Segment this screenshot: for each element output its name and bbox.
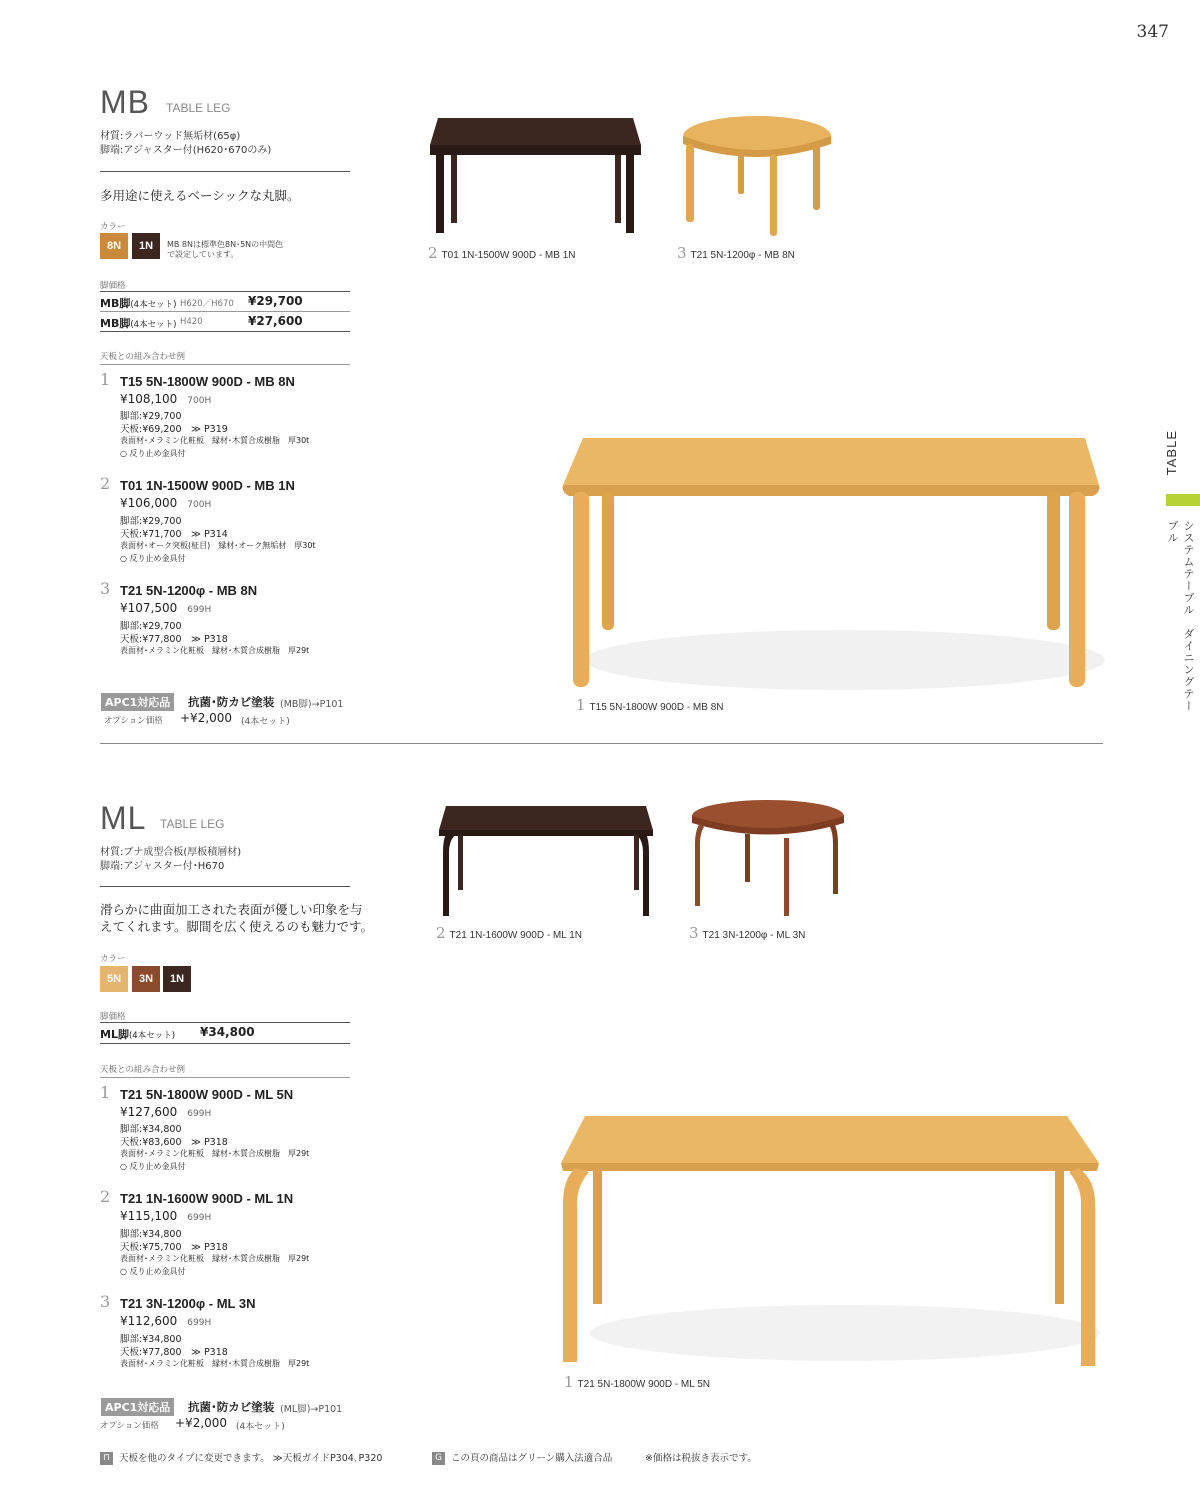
- mb-color-label: カラー: [100, 222, 126, 232]
- ml-description-line1: 滑らかに曲面加工された表面が優しい印象を与: [100, 902, 363, 917]
- mb-apc-text: 抗菌･防カビ塗装: [188, 695, 275, 709]
- leg-name: MB脚(4本セット): [100, 317, 177, 330]
- ml-leg-price-row: [100, 1024, 350, 1042]
- ml-title: ML: [100, 800, 147, 836]
- mb-table-image-2: [428, 110, 648, 240]
- side-nav-category[interactable]: システムテーブル ダイニングテーブル: [1166, 520, 1195, 712]
- combo-total: ¥107,500 699H: [120, 601, 212, 615]
- combo-code: T21 3N-1200φ - ML 3N: [120, 1296, 256, 1311]
- leg-height: H620／H670: [180, 299, 234, 309]
- divider: [100, 291, 350, 292]
- table-top-icon: ⊓: [100, 1452, 113, 1465]
- combo-code: T01 1N-1500W 900D - MB 1N: [120, 478, 295, 493]
- combo-finish: 表面材･メラミン化粧板 縁材･木質合成樹脂 厚29t: [120, 1359, 310, 1368]
- combo-extra: ○ 反り止め金具付: [120, 1267, 186, 1276]
- combo-number: 3: [100, 1292, 111, 1311]
- combo-number: 1: [100, 370, 111, 389]
- ml-table-image-3: [688, 798, 848, 922]
- mb-option-set: (4本セット): [241, 717, 290, 727]
- combo-top-price[interactable]: 天板:¥77,800 ≫ P318: [120, 1347, 228, 1358]
- mb-leg-price-row: [100, 313, 350, 331]
- ml-apc-ref[interactable]: (ML脚)→P101: [280, 1404, 343, 1415]
- combo-total: ¥106,000 700H: [120, 496, 212, 510]
- leg-name: ML脚(4本セット): [100, 1028, 176, 1041]
- mb-title: MB: [100, 84, 150, 120]
- combo-extra: ○ 反り止め金具付: [120, 554, 186, 563]
- ml-apc-badge: APC1対応品: [101, 1398, 174, 1416]
- ml-table-image-2: [436, 800, 661, 922]
- divider: [100, 1043, 350, 1044]
- divider: [100, 886, 350, 887]
- combo-finish: 表面材･メラミン化粧板 縁材･木質合成樹脂 厚29t: [120, 1254, 310, 1263]
- mb-table-image-1: [555, 430, 1115, 700]
- green-purchase-icon: G: [432, 1452, 445, 1465]
- mb-table-image-3: [680, 114, 835, 238]
- leg-price: ¥34,800: [200, 1025, 255, 1039]
- mb-subtitle: TABLE LEG: [166, 101, 231, 115]
- combo-finish: 表面材･オーク突板(柾目) 縁材･オーク無垢材 厚30t: [120, 541, 316, 550]
- combo-top-price[interactable]: 天板:¥75,700 ≫ P318: [120, 1242, 228, 1253]
- divider: [100, 311, 350, 312]
- combo-leg-price: 脚部:¥34,800: [120, 1229, 182, 1240]
- ml-caption-3: 3 T21 3N-1200φ - ML 3N: [689, 924, 806, 942]
- combo-top-price[interactable]: 天板:¥69,200 ≫ P319: [120, 424, 228, 435]
- side-nav-accent-bar: [1166, 494, 1200, 506]
- mb-color-note-1: MB 8Nは標準色8N･5Nの中間色: [167, 240, 284, 249]
- combo-number: 2: [100, 1187, 111, 1206]
- mb-color-note: [167, 240, 283, 260]
- mb-apc-ref[interactable]: (MB脚)→P101: [280, 699, 344, 710]
- section-divider: [100, 743, 1103, 744]
- mb-apc-badge: APC1対応品: [101, 693, 174, 711]
- combo-leg-price: 脚部:¥34,800: [120, 1334, 182, 1345]
- ml-color-label: カラー: [100, 954, 126, 964]
- combo-leg-price: 脚部:¥29,700: [120, 516, 182, 527]
- ml-option-price: +¥2,000: [175, 1416, 228, 1430]
- combo-extra: ○ 反り止め金具付: [120, 1162, 186, 1171]
- ml-caption-2: 2 T21 1N-1600W 900D - ML 1N: [436, 924, 583, 942]
- ml-table-image-1: [555, 1108, 1115, 1373]
- ml-caption-1: 1 T21 5N-1800W 900D - ML 5N: [564, 1373, 711, 1391]
- ml-apc-text: 抗菌･防カビ塗装: [188, 1400, 275, 1414]
- combo-code: T21 5N-1200φ - MB 8N: [120, 583, 258, 598]
- mb-combo-label: 天板との組み合わせ例: [100, 352, 186, 362]
- mb-color-swatch-8n[interactable]: 8N: [100, 233, 128, 259]
- mb-description: 多用途に使えるベーシックな丸脚。: [100, 188, 300, 203]
- leg-price: ¥29,700: [248, 294, 303, 308]
- ml-material-line1: 材質:ブナ成型合板(厚板積層材): [100, 847, 242, 858]
- side-nav-table[interactable]: [1164, 430, 1184, 480]
- mb-caption-2: 2 T01 1N-1500W 900D - MB 1N: [428, 244, 576, 262]
- combo-leg-price: 脚部:¥34,800: [120, 1124, 182, 1135]
- combo-leg-price: 脚部:¥29,700: [120, 621, 182, 632]
- ml-leg-price-label: 脚価格: [100, 1012, 126, 1022]
- ml-option-label: オプション価格: [100, 1421, 159, 1431]
- combo-code: T21 5N-1800W 900D - ML 5N: [120, 1087, 294, 1102]
- ml-color-swatch-5n[interactable]: 5N: [100, 966, 128, 992]
- ml-option-set: (4本セット): [236, 1422, 285, 1432]
- combo-extra: ○ 反り止め金具付: [120, 449, 186, 458]
- combo-code: T21 1N-1600W 900D - ML 1N: [120, 1191, 294, 1206]
- ml-subtitle: TABLE LEG: [160, 817, 225, 831]
- combo-total: ¥112,600 699H: [120, 1314, 212, 1328]
- divider: [100, 171, 350, 172]
- combo-total: ¥127,600 699H: [120, 1105, 212, 1119]
- combo-number: 3: [100, 579, 111, 598]
- ml-description: [100, 901, 373, 935]
- ml-combo-label: 天板との組み合わせ例: [100, 1065, 186, 1075]
- mb-material-line1: 材質:ラバーウッド無垢材(65φ): [100, 131, 241, 142]
- divider: [100, 1077, 350, 1078]
- mb-leg-price-row: [100, 293, 350, 311]
- mb-leg-price-label: 脚価格: [100, 281, 126, 291]
- leg-price: ¥27,600: [248, 314, 303, 328]
- leg-name: MB脚(4本セット): [100, 297, 177, 310]
- ml-description-line2: えてくれます。脚間を広く使えるのも魅力です。: [100, 919, 374, 934]
- combo-leg-price: 脚部:¥29,700: [120, 411, 182, 422]
- divider: [100, 364, 350, 365]
- mb-caption-1: 1 T15 5N-1800W 900D - MB 8N: [576, 696, 724, 714]
- ml-material: [100, 846, 241, 874]
- combo-total: ¥108,100 700H: [120, 392, 212, 406]
- footer-note-top-change[interactable]: ⊓ 天板を他のタイプに変更できます。 ≫天板ガイドP304､P320: [100, 1450, 382, 1465]
- mb-option-price: +¥2,000: [180, 711, 233, 725]
- combo-top-price[interactable]: 天板:¥77,800 ≫ P318: [120, 634, 228, 645]
- combo-finish: 表面材･メラミン化粧板 縁材･木質合成樹脂 厚29t: [120, 1149, 310, 1158]
- combo-top-price[interactable]: 天板:¥83,600 ≫ P318: [120, 1137, 228, 1148]
- divider: [100, 331, 350, 332]
- mb-material-line2: 脚端:アジャスター付(H620･670のみ): [100, 145, 272, 156]
- mb-material: [100, 130, 271, 158]
- ml-material-line2: 脚端:アジャスター付･H670: [100, 861, 225, 872]
- combo-finish: 表面材･メラミン化粧板 縁材･木質合成樹脂 厚30t: [120, 436, 310, 445]
- mb-option-label: オプション価格: [104, 716, 163, 726]
- divider: [100, 1022, 350, 1023]
- combo-total: ¥115,100 699H: [120, 1209, 212, 1223]
- leg-height: H420: [180, 317, 203, 327]
- combo-number: 2: [100, 474, 111, 493]
- footer-note-green: G この頁の商品はグリーン購入法適合品: [432, 1450, 612, 1465]
- ml-color-swatch-3n[interactable]: 3N: [132, 966, 160, 992]
- combo-number: 1: [100, 1083, 111, 1102]
- mb-color-swatch-1n[interactable]: 1N: [132, 233, 160, 259]
- side-nav-table-label: TABLE: [1164, 430, 1179, 476]
- combo-code: T15 5N-1800W 900D - MB 8N: [120, 374, 295, 389]
- mb-caption-3: 3 T21 5N-1200φ - MB 8N: [677, 244, 795, 262]
- mb-color-note-2: で設定しています。: [167, 250, 239, 259]
- combo-finish: 表面材･メラミン化粧板 縁材･木質合成樹脂 厚29t: [120, 646, 310, 655]
- combo-top-price[interactable]: 天板:¥71,700 ≫ P314: [120, 529, 228, 540]
- ml-color-swatch-1n[interactable]: 1N: [163, 966, 191, 992]
- footer-note-tax: ※価格は税抜き表示です。: [645, 1453, 757, 1464]
- page-number: 347: [1136, 22, 1169, 42]
